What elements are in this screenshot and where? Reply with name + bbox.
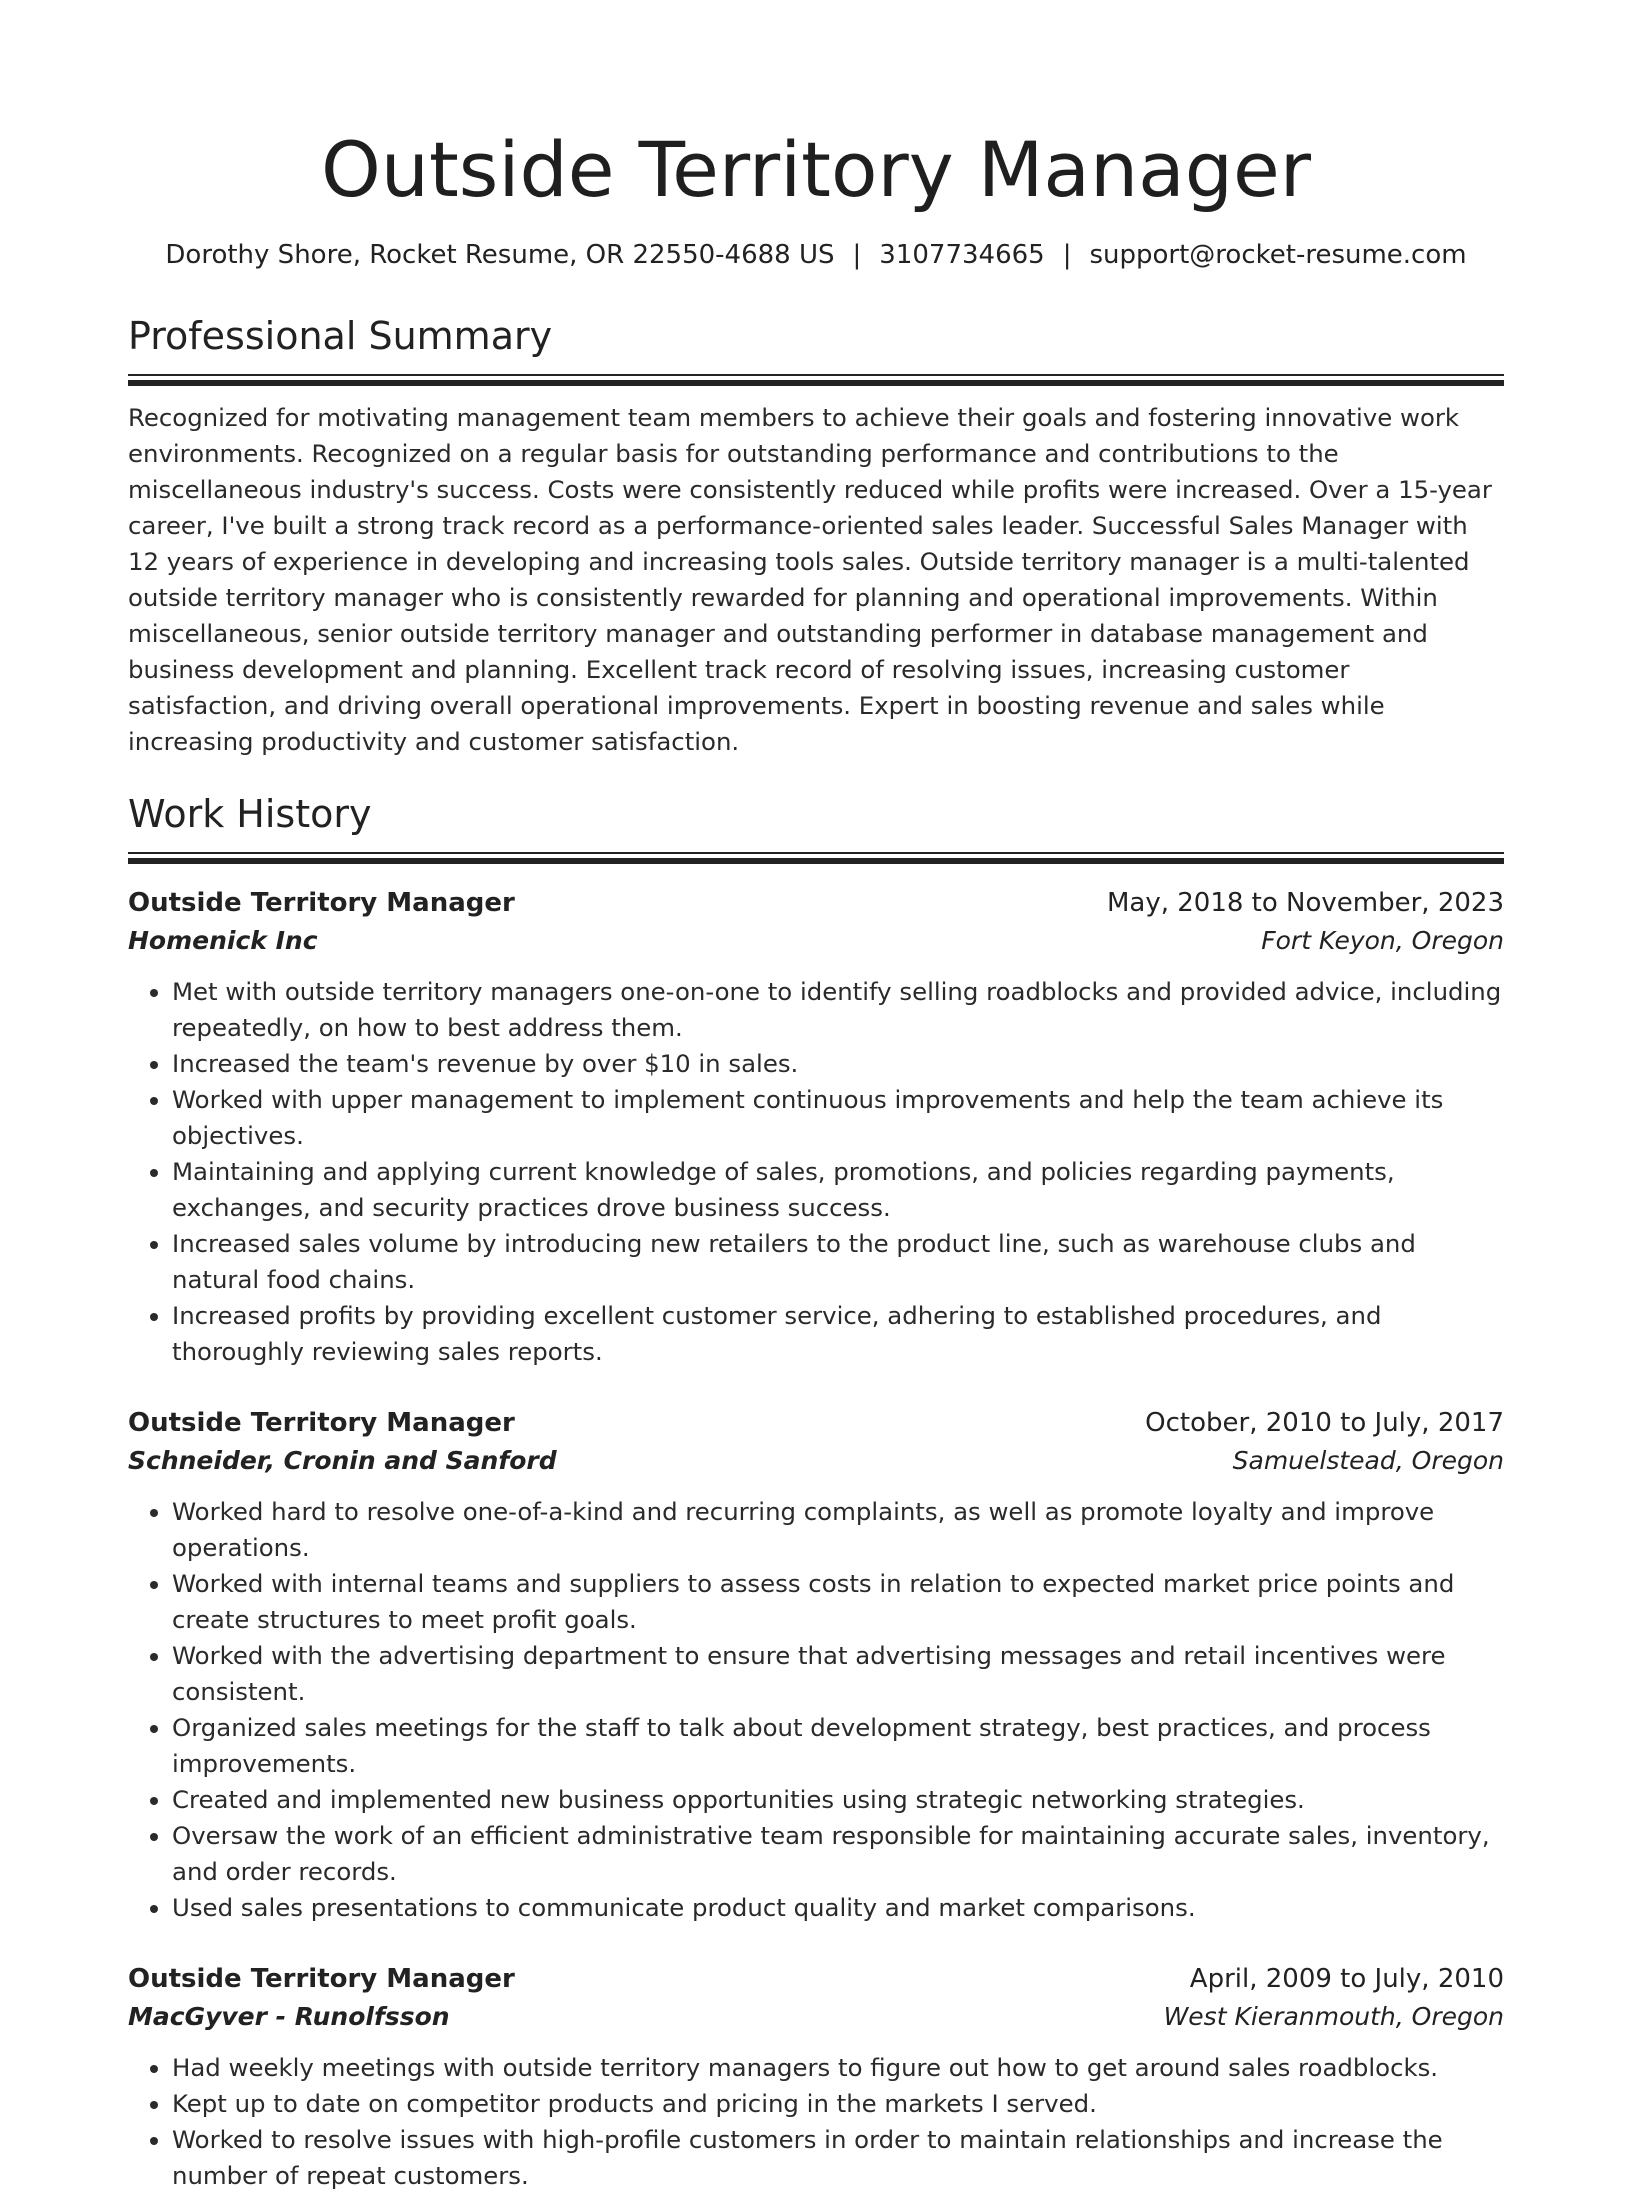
job-company: MacGyver - Runolfsson: [128, 2002, 450, 2031]
job-bullet: • Had weekly meetings with outside territory managers to figure out how to get around sales roadblocks.: [172, 2050, 1504, 2086]
summary-text: Recognized for motivating management team members to achieve their goals and fostering innovative work environments. Recognized on a regular basis for outstanding performance and contributions to the miscellaneous industry's success. Costs were consistently reduced while profits were increased. Over a 15-year career, I've built a strong track record as a performance-oriented sales leader. Successful Sales Manager with 12 years of experience in developing and increasing tools sales. Outside territory manager is a multi-talented outside territory manager who is consistently rewarded for planning and operational improvements. Within miscellaneous, senior outside territory manager and outstanding performer in database management and business development and planning. Excellent track record of resolving issues, increasing customer satisfaction, and driving overall operational improvements. Expert in boosting revenue and sales while increasing productivity and customer satisfaction.: [128, 403, 1492, 756]
job-bullet: • Used sales presentations to communicate product quality and market comparisons.: [172, 1890, 1504, 1926]
job-company: Homenick Inc: [128, 926, 318, 955]
contact-phone: 3107734665: [879, 240, 1045, 270]
section-rule-thin: [128, 852, 1504, 854]
job-bullet: • Worked to resolve issues with high-profile customers in order to maintain relationships and increase the number of repeat customers.: [172, 2122, 1504, 2194]
job-company-row: [128, 1442, 1504, 1480]
section-rule-thin: [128, 374, 1504, 376]
job-dates: May, 2018 to November, 2023: [1106, 888, 1504, 918]
job-dates: April, 2009 to July, 2010: [1189, 1964, 1504, 1994]
job-title: Outside Territory Manager: [128, 888, 515, 918]
job-title: Outside Territory Manager: [128, 1408, 515, 1438]
work-history-section: [128, 790, 1504, 2194]
resume-page: [128, 0, 1504, 2194]
job-bullet: • Met with outside territory managers one-on-one to identify selling roadblocks and provided advice, including repeatedly, on how to best address them.: [172, 974, 1504, 1046]
contact-separator: |: [852, 240, 862, 270]
job-bullets: [128, 2050, 1504, 2194]
job-bullet: • Worked with upper management to implement continuous improvements and help the team achieve its objectives.: [172, 1082, 1504, 1154]
job-bullet: • Increased the team's revenue by over $10 in sales.: [172, 1046, 1504, 1082]
job-title: Outside Territory Manager: [128, 1964, 515, 1994]
job-bullet: • Worked with internal teams and suppliers to assess costs in relation to expected market price points and create structures to meet profit goals.: [172, 1566, 1504, 1638]
professional-summary-section: [128, 312, 1504, 760]
job-bullet: • Worked hard to resolve one-of-a-kind and recurring complaints, as well as promote loyalty and improve operations.: [172, 1494, 1504, 1566]
job-header-row: [128, 1404, 1504, 1442]
section-heading-summary: Professional Summary: [128, 314, 553, 358]
job-entry: [128, 884, 1504, 1370]
job-bullet: • Maintaining and applying current knowledge of sales, promotions, and policies regarding payments, exchanges, and security practices drove business success.: [172, 1154, 1504, 1226]
job-bullet: • Created and implemented new business opportunities using strategic networking strategies.: [172, 1782, 1504, 1818]
job-header-row: [128, 1960, 1504, 1998]
resume-title: Outside Territory Manager: [320, 125, 1311, 214]
job-header-row: [128, 884, 1504, 922]
job-entry: [128, 1960, 1504, 2194]
section-rule-thick: [128, 858, 1504, 864]
job-bullets: [128, 974, 1504, 1370]
job-bullet: • Organized sales meetings for the staff to talk about development strategy, best practices, and process improvements.: [172, 1710, 1504, 1782]
job-company-row: [128, 1998, 1504, 2036]
section-heading-work-history: Work History: [128, 792, 372, 836]
job-company-row: [128, 922, 1504, 960]
contact-address: Dorothy Shore, Rocket Resume, OR 22550-4688 US: [165, 240, 835, 270]
job-entry: [128, 1404, 1504, 1926]
job-location: West Kieranmouth, Oregon: [1163, 2002, 1504, 2031]
job-bullet: • Kept up to date on competitor products and pricing in the markets I served.: [172, 2086, 1504, 2122]
job-bullet: • Worked with the advertising department to ensure that advertising messages and retail incentives were consistent.: [172, 1638, 1504, 1710]
job-bullet: • Increased profits by providing excellent customer service, adhering to established procedures, and thoroughly reviewing sales reports.: [172, 1298, 1504, 1370]
contact-email: support@rocket-resume.com: [1089, 240, 1467, 270]
contact-line: [128, 238, 1504, 272]
job-dates: October, 2010 to July, 2017: [1145, 1408, 1504, 1438]
job-bullet: • Increased sales volume by introducing new retailers to the product line, such as warehouse clubs and natural food chains.: [172, 1226, 1504, 1298]
job-bullets: [128, 1494, 1504, 1926]
job-location: Samuelstead, Oregon: [1232, 1446, 1504, 1475]
job-location: Fort Keyon, Oregon: [1261, 926, 1504, 955]
section-rule-thick: [128, 380, 1504, 386]
job-bullet: • Oversaw the work of an efficient administrative team responsible for maintaining accurate sales, inventory, and order records.: [172, 1818, 1504, 1890]
job-company: Schneider, Cronin and Sanford: [128, 1446, 557, 1475]
contact-separator: |: [1062, 240, 1072, 270]
